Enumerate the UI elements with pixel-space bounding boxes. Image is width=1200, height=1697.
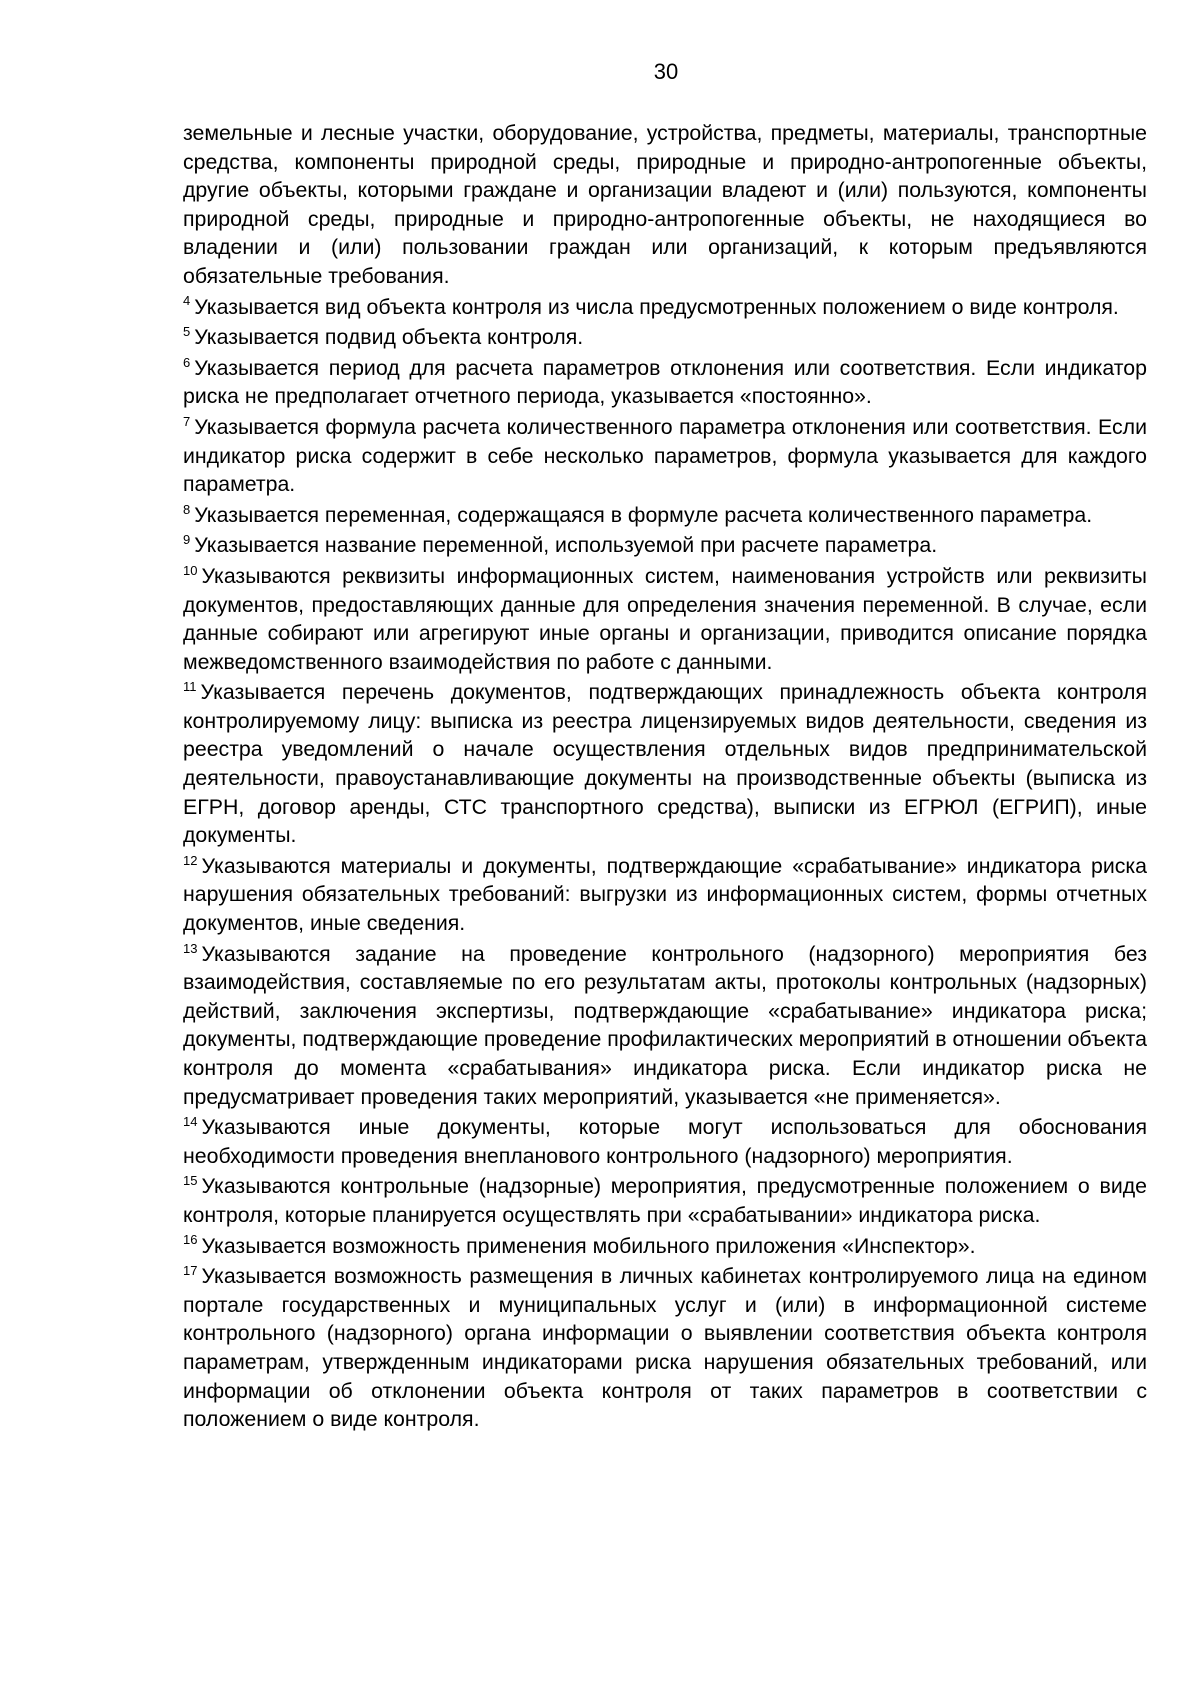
footnote-text: Указывается подвид объекта контроля. [194,325,584,350]
page-content [183,119,1147,1434]
footnote-6 [183,354,1147,411]
footnote-number: 14 [183,1114,198,1130]
footnote-text: Указывается возможность применения мобильного приложения «Инспектор». [201,1233,976,1258]
footnote-7 [183,413,1147,499]
footnote-text: Указываются материалы и документы, подтверждающие «срабатывание» индикатора риска нарушения обязательных требований: выгрузки из информационных систем, формы отчетных документов, иные сведения. [183,853,1147,936]
footnote-text: Указывается переменная, содержащаяся в формуле расчета количественного параметра. [194,502,1093,527]
footnote-number: 17 [183,1263,198,1279]
footnote-4 [183,293,1147,322]
footnote-number: 8 [183,501,191,517]
footnote-10 [183,562,1147,676]
footnote-number: 13 [183,940,198,956]
footnote-number: 15 [183,1173,198,1189]
footnote-number: 16 [183,1232,198,1248]
footnote-number: 9 [183,532,191,548]
footnote-text: Указываются иные документы, которые могут использоваться для обоснования необходимости проведения внепланового контрольного (надзорного) мероприятия. [183,1115,1147,1168]
footnote-17 [183,1262,1147,1434]
footnote-text: Указывается перечень документов, подтверждающих принадлежность объекта контроля контролируемому лицу: выписка из реестра лицензируемых видов деятельности, сведения из реестра уведомлений о начале осуществления отдельных видов предпринимательской деятельности, правоустанавливающие документы на производственные объекты (выписка из ЕГРН, договор аренды, СТС транспортного средства), выписки из ЕГРЮЛ (ЕГРИП), иные документы. [183,680,1147,848]
footnote-number: 6 [183,354,191,370]
footnote-number: 4 [183,293,191,309]
footnote-9 [183,531,1147,560]
footnote-number: 10 [183,562,198,578]
footnote-14 [183,1113,1147,1170]
footnote-11 [183,678,1147,850]
footnote-15 [183,1172,1147,1229]
footnote-text: Указывается вид объекта контроля из числа предусмотренных положением о виде контроля. [194,294,1119,319]
footnote-number: 7 [183,413,191,429]
footnote-text: Указываются задание на проведение контрольного (надзорного) мероприятия без взаимодействия, составляемые по его результатам акты, протоколы контрольных (надзорных) действий, заключения экспертизы, подтверждающие «срабатывание» индикатора риска; документы, подтверждающие проведение профилактических мероприятий в отношении объекта контроля до момента «срабатывания» индикатора риска. Если индикатор риска не предусматривает проведения таких мероприятий, указывается «не применяется». [183,941,1147,1109]
footnote-text: Указываются контрольные (надзорные) мероприятия, предусмотренные положением о виде контроля, которые планируется осуществлять при «срабатывании» индикатора риска. [183,1174,1147,1227]
footnote-text: Указываются реквизиты информационных систем, наименования устройств или реквизиты документов, предоставляющих данные для определения значения переменной. В случае, если данные собирают или агрегируют иные органы и организации, приводится описание порядка межведомственного взаимодействия по работе с данными. [183,563,1147,674]
footnote-text: Указывается возможность размещения в личных кабинетах контролируемого лица на едином портале государственных и муниципальных услуг и (или) в информационной системе контрольного (надзорного) органа информации о выявлении соответствия объекта контроля параметрам, утвержденным индикаторами риска нарушения обязательных требований, или информации об отклонении объекта контроля от таких параметров в соответствии с положением о виде контроля. [183,1264,1147,1432]
footnote-text: Указывается формула расчета количественного параметра отклонения или соответствия. Если индикатор риска содержит в себе несколько параметров, формула указывается для каждого параметра. [183,414,1147,497]
footnote-16 [183,1232,1147,1261]
footnote-5 [183,323,1147,352]
footnote-8 [183,501,1147,530]
footnote-text: Указывается название переменной, используемой при расчете параметра. [194,533,938,558]
footnote-13 [183,940,1147,1112]
intro-paragraph: земельные и лесные участки, оборудование, устройства, предметы, материалы, транспортные средства, компоненты природной среды, природные и природно-антропогенные объекты, другие объекты, которыми граждане и организации владеют и (или) пользуются, компоненты природной среды, природные и природно-антропогенные объекты, не находящиеся во владении и (или) пользовании граждан или организаций, к которым предъявляются обязательные требования. [183,121,1147,288]
footnote-text: Указывается период для расчета параметров отклонения или соответствия. Если индикатор риска не предполагает отчетного периода, указывается «постоянно». [183,355,1147,409]
footnote-number: 12 [183,852,198,868]
footnote-number: 5 [183,324,191,340]
footnote-12 [183,852,1147,938]
footnote-number: 11 [183,679,197,695]
page-number: 30 [653,59,679,84]
